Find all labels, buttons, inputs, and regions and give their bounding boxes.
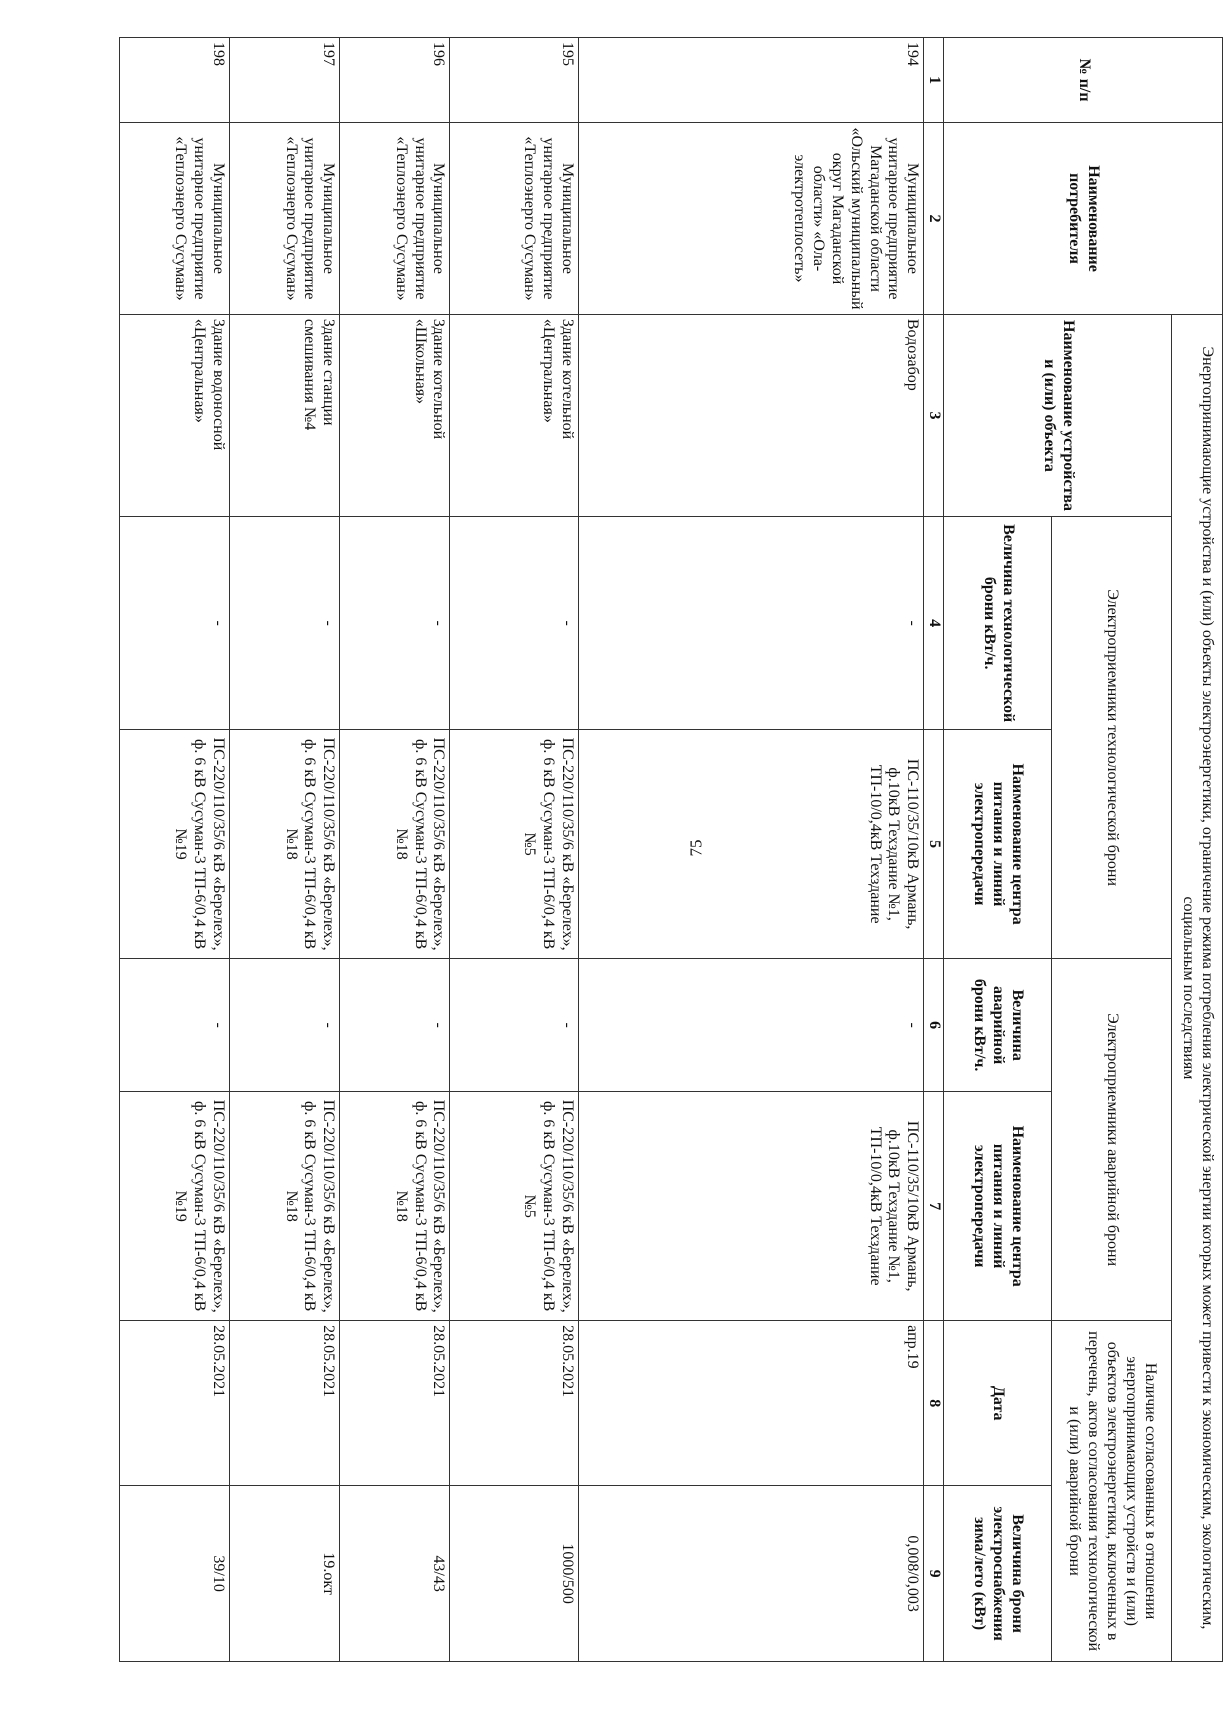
cell-num: 194 [578,38,924,123]
cell-tech-center: ПС-220/110/35/6 кВ «Берелех», ф. 6 кВ Сусуман-3 ТП-6/0,4 кВ №18 [230,730,340,959]
cell-emerg-center: ПС-220/110/35/6 кВ «Берелех», ф. 6 кВ Сусуман-3 ТП-6/0,4 кВ №18 [340,1092,450,1321]
table-row [340,38,450,1662]
column-number: 3 [924,314,944,516]
cell-consumer: Муниципальное унитарное предприятие «Теплоэнерго Сусуман» [340,123,450,315]
cell-power: 0,008/0,003 [578,1486,924,1662]
cell-tech-center: ПС-110/35/10кВ Армань, ф.10кВ Техздание №1, ТП-10/0,4кВ Техздание [578,730,924,959]
cell-emerg-center: ПС-220/110/35/6 кВ «Берелех», ф. 6 кВ Сусуман-3 ТП-6/0,4 кВ №18 [230,1092,340,1321]
cell-tech-value: - [120,517,230,730]
cell-tech-value: - [340,517,450,730]
column-number: 8 [924,1321,944,1486]
header-num: № п/п [944,38,1223,123]
cell-object: Водозабор [578,314,924,516]
table-row [120,38,230,1662]
column-number-row [924,38,944,1662]
cell-tech-center: ПС-220/110/35/6 кВ «Берелех», ф. 6 кВ Сусуман-3 ТП-6/0,4 кВ №5 [450,730,578,959]
header-main-group: Энергопринимающие устройства и (или) объекты электроэнергетики, ограничение режима потребления электрической энергии которых может привести к экономическим, экологическим, социальным последствиям [1172,314,1223,1661]
cell-tech-value: - [230,517,340,730]
table-row [450,38,578,1662]
cell-emerg-value: - [230,959,340,1092]
cell-consumer: Муниципальное унитарное предприятие «Теплоэнерго Сусуман» [120,123,230,315]
column-number: 2 [924,123,944,315]
cell-emerg-center: ПС-220/110/35/6 кВ «Берелех», ф. 6 кВ Сусуман-3 ТП-6/0,4 кВ №5 [450,1092,578,1321]
cell-num: 197 [230,38,340,123]
header-tech-value: Величина технологической брони кВт/ч. [944,517,1052,730]
header-emerg-center: Наименование центра питания и линий электропередачи [944,1092,1052,1321]
cell-date: апр.19 [578,1321,924,1486]
cell-object: Здание станции смешивания №4 [230,314,340,516]
cell-tech-center: ПС-220/110/35/6 кВ «Берелех», ф. 6 кВ Сусуман-3 ТП-6/0,4 кВ №18 [340,730,450,959]
cell-power: 43/43 [340,1486,450,1662]
cell-power: 1000/500 [450,1486,578,1662]
column-number: 1 [924,38,944,123]
header-tech-center: Наименование центра питания и линий электропередачи [944,730,1052,959]
cell-object: Здание котельной «Центральная» [450,314,578,516]
column-number: 9 [924,1486,944,1662]
cell-power: 19.окт [230,1486,340,1662]
cell-num: 198 [120,38,230,123]
cell-date: 28.05.2021 [340,1321,450,1486]
cell-num: 196 [340,38,450,123]
cell-emerg-value: - [340,959,450,1092]
rotated-page-content [119,37,1223,1662]
header-emerg-value: Величина аварийной брони кВт/ч. [944,959,1052,1092]
header-tech-group: Электроприемники технологической брони [1052,517,1172,959]
header-power: Величина брони электроснабжения зима/лето (кВт) [944,1486,1052,1662]
header-consumer: Наименование потребителя [944,123,1223,315]
cell-date: 28.05.2021 [230,1321,340,1486]
cell-tech-center: ПС-220/110/35/6 кВ «Берелех», ф. 6 кВ Сусуман-3 ТП-6/0,4 кВ №19 [120,730,230,959]
cell-date: 28.05.2021 [450,1321,578,1486]
cell-tech-value: - [450,517,578,730]
cell-emerg-center: ПС-110/35/10кВ Армань, ф.10кВ Техздание №1, ТП-10/0,4кВ Техздание [578,1092,924,1321]
header-object: Наименование устройства и (или) объекта [944,314,1172,516]
cell-object: Здание водоносной «Центральная» [120,314,230,516]
cell-consumer: Муниципальное унитарное предприятие «Теплоэнерго Сусуман» [230,123,340,315]
page-number: 75 [686,839,706,857]
header-approval-group: Наличие согласованных в отношении энергопринимающих устройств и (или) объектов электроэнергетики, включенных в перечень, актов согласования технологической и (или) аварийной брони [1052,1321,1172,1662]
cell-consumer: Муниципальное унитарное предприятие Магаданской области «Ольский муниципальный округ Магаданской области» «Ола-электротеплосеть» [578,123,924,315]
cell-power: 39/10 [120,1486,230,1662]
cell-consumer: Муниципальное унитарное предприятие «Теплоэнерго Сусуман» [450,123,578,315]
table-row [230,38,340,1662]
header-date: Дата [944,1321,1052,1486]
cell-num: 195 [450,38,578,123]
table-row [578,38,924,1662]
backup-power-table [119,37,1223,1662]
cell-object: Здание котельной «Школьная» [340,314,450,516]
cell-emerg-center: ПС-220/110/35/6 кВ «Берелех», ф. 6 кВ Сусуман-3 ТП-6/0,4 кВ №19 [120,1092,230,1321]
cell-tech-value: - [578,517,924,730]
column-number: 5 [924,730,944,959]
column-number: 7 [924,1092,944,1321]
cell-emerg-value: - [578,959,924,1092]
header-emerg-group: Электроприемники аварийной брони [1052,959,1172,1321]
cell-emerg-value: - [450,959,578,1092]
cell-emerg-value: - [120,959,230,1092]
column-number: 6 [924,959,944,1092]
cell-date: 28.05.2021 [120,1321,230,1486]
column-number: 4 [924,517,944,730]
